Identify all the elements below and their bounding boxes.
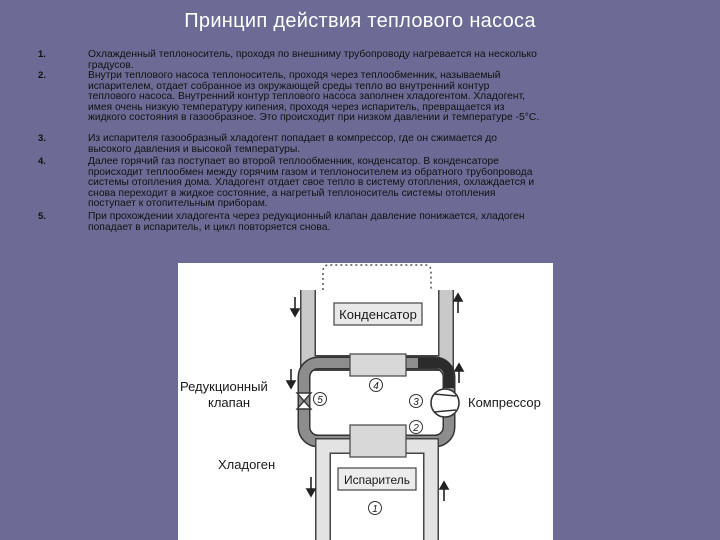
page-title: Принцип действия теплового насоса bbox=[184, 10, 536, 32]
condenser-label: Конденсатор bbox=[339, 307, 417, 322]
step-text: Из испарителя газообразный хладогент попадает в компрессор, где он сжимается до высокого давления и высокой температуры. bbox=[88, 133, 497, 155]
compressor-icon bbox=[431, 389, 459, 417]
dotted-connection bbox=[323, 265, 431, 290]
evaporator-pipe bbox=[323, 446, 431, 540]
reduction-valve-label-line1: Редукционный bbox=[180, 379, 268, 394]
evaporator-exchanger bbox=[350, 425, 406, 457]
step-number: 5. bbox=[38, 211, 46, 222]
step-text: Внутри теплового насоса теплоноситель, проходя через теплообменник, называемый испарителем, отдает собранное из окружающей среды тепло во внутренний контур теплового насоса. Внутренний контур теплового насоса заполнен хладогентом. Хладогент, имея очень низкую температуру кипения, проходя через испаритель, превращается из жидкого состояния в газообразное. Это происходит при низком давлении и температуре -5°С. bbox=[88, 70, 540, 124]
condenser-exchanger bbox=[350, 354, 406, 376]
step-text: Охлажденный теплоноситель, проходя по внешниму трубопроводу нагревается на несколько градусов. bbox=[88, 49, 537, 71]
step-number: 1. bbox=[38, 49, 46, 60]
condenser-pipe bbox=[308, 290, 446, 363]
step-text: При прохождении хладогента через редукционный клапан давление понижается, хладоген попадает в испаритель, и цикл повторяется снова. bbox=[88, 211, 525, 233]
marker-2: 2 bbox=[413, 423, 419, 434]
step-number: 4. bbox=[38, 156, 46, 167]
list-item bbox=[38, 71, 668, 134]
list-item bbox=[38, 134, 668, 157]
step-number: 3. bbox=[38, 133, 46, 144]
condenser-pipe-outline bbox=[308, 290, 446, 363]
compressor-label: Компрессор bbox=[468, 395, 541, 410]
evaporator-pipe-outline bbox=[323, 446, 431, 540]
list-item bbox=[38, 157, 668, 212]
step-number: 2. bbox=[38, 70, 46, 81]
evaporator-label: Испаритель bbox=[343, 473, 411, 487]
marker-4: 4 bbox=[373, 381, 379, 392]
marker-1: 1 bbox=[372, 504, 378, 515]
hot-gas-pipe bbox=[418, 363, 449, 388]
list-item bbox=[38, 212, 668, 234]
marker-3: 3 bbox=[413, 397, 419, 408]
reduction-valve-label-line2: клапан bbox=[208, 395, 251, 410]
marker-5: 5 bbox=[317, 395, 323, 406]
list-item bbox=[38, 50, 668, 71]
steps-list bbox=[38, 50, 668, 234]
step-text: Далее горячий газ поступает во второй теплообменник, конденсатор. В конденсаторе происходит теплообмен между горячим газом и теплоносителем из обратного трубопровода системы отопления дома. Хладогент отдает свое тепло в систему отопления, охлаждается и снова переходит в жидкое состояние, а нагретый теплоноситель системы отопления поступает к отопительным приборам. bbox=[88, 156, 535, 210]
heat-pump-diagram bbox=[178, 263, 553, 540]
refrigerant-label: Хладоген bbox=[218, 457, 276, 472]
